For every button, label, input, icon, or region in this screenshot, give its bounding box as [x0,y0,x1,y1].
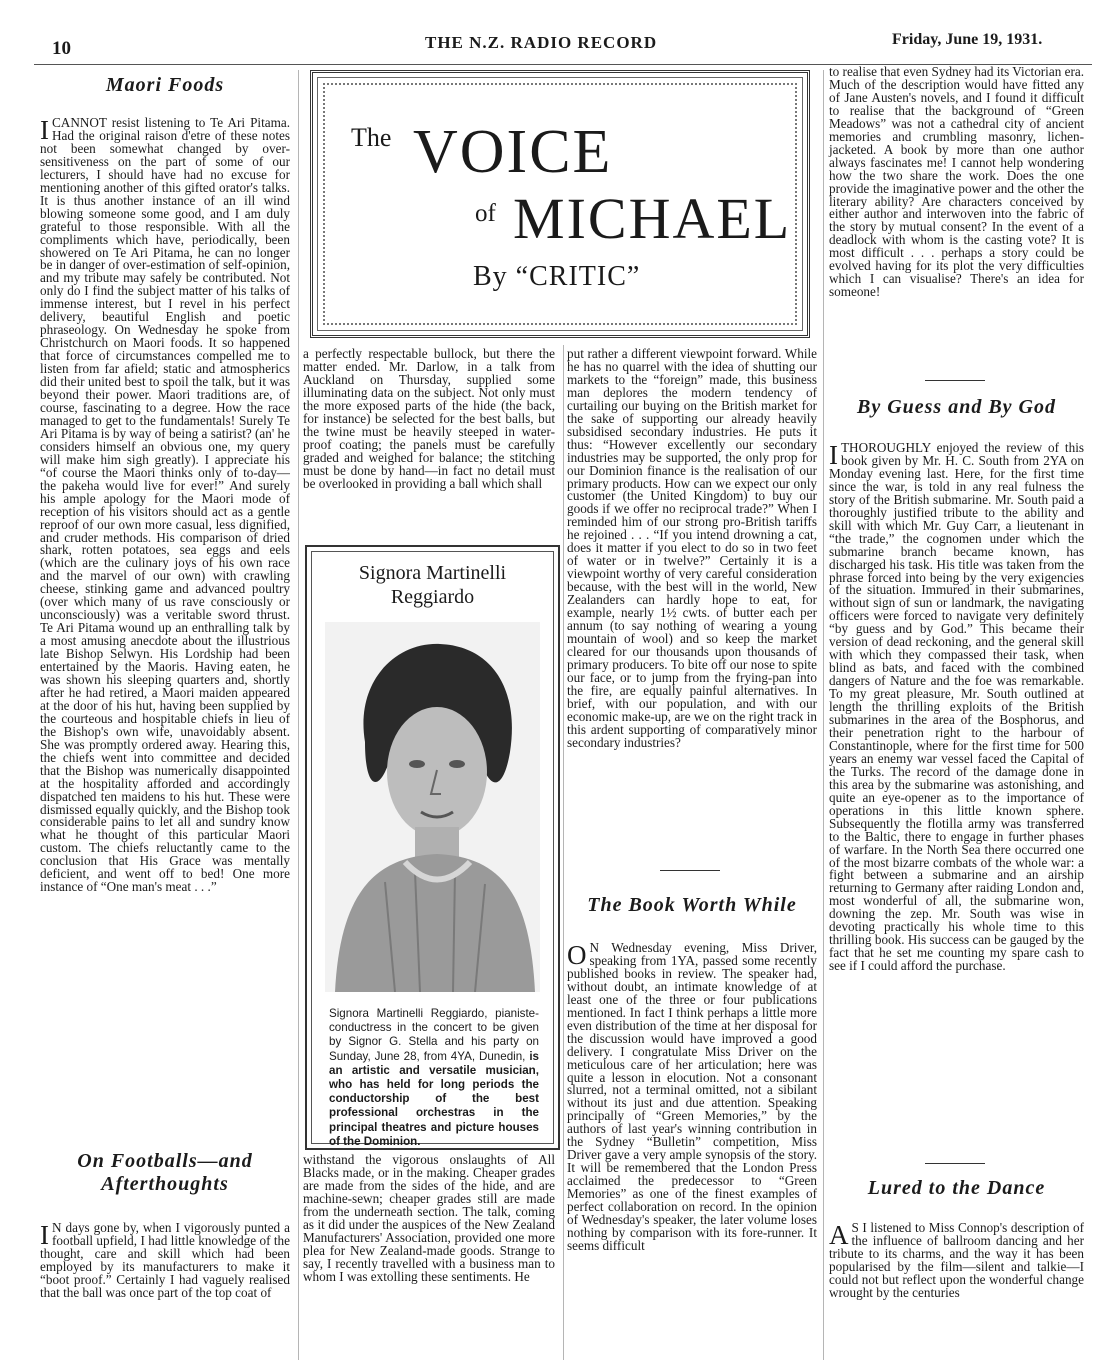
maori-foods-article [40,117,290,894]
book-continued-text: to realise that even Sydney had its Victorian era. Much of the description would have fitted any of Jane Austen's novels, and I found it difficult to realise that the background of “Green Meadows” was not a cathedral city of ancient memories and crumbling masonry, lichen-jacketed. A book by more than one author always fascinates me! I cannot help wondering how the two share the work. Does the one provide the imaginative power and the other the literary ability? Are characters conceived by either author and interwoven into the fabric of the story by mutual consent? In the event of a deadlock with whom is the casting vote? It is most difficult . . . perhaps a story could be evolved having for its plot the very difficulties which I can visualise? There's an idea for someone! [829,64,1084,300]
footballs-text-col2a: a perfectly respectable bullock, but there the matter ended. Mr. Darlow, in a talk from Auckland on Thursday, supplied some illuminating data on the subject. Not only must the more exposed parts of the hide (the back, for instance) be selected for the best balls, but the twine must be heavily steeped in water-proof coating; the panels must be carefully graded and weighed for balance; the stitching must be done by hand—in fact no detail must be overlooked in providing a ball which shall [303,346,555,491]
footballs-text-col1: N days gone by, when I vigorously punted a football upfield, I had little knowledge of the thought, care and skill which had been employed by its manufacturers to make it “boot proof.” Certainly I had vaguely realised that the ball was once part of the top coat of [40,1220,290,1300]
book-article-continued [829,66,1084,299]
footballs-article-col1 [40,1222,290,1300]
footballs-article-col2b [303,1154,555,1284]
footballs-heading [40,1150,290,1196]
photo-caption [329,1007,539,1149]
issue-date: Friday, June 19, 1931. [892,31,1043,48]
column-rule [298,70,299,1360]
photo-title-line2: Reggiardo [390,586,475,608]
drop-cap: O [567,940,587,970]
section-divider [925,380,985,381]
column-rule [563,345,564,1360]
drop-cap: I [40,1220,49,1250]
footballs-article-col3 [567,348,817,750]
footballs-text-col2b: withstand the vigorous onslaughts of All Blacks made, or in the making. Cheaper grades are made from the sides of the hide, and are machine-sewn; cheaper grades still are made from the underneath section. The talk, coming as it did under the auspices of the New Zealand Manufacturers' Association, provided one more plea for New Zealand-made goods. Strange to say, I recently travelled with a business man to whom I was extolling these sentiments. He [303,1152,555,1284]
photo-feature [305,545,560,1150]
book-text: N Wednesday evening, Miss Driver, speaking from 1YA, passed some recently published books in review. The speaker had, without doubt, an intimate knowledge of at least one of the three or four publications mentioned. In fact I think perhaps a little more even distribution of the time at her disposal for the discussion would have improved a good delivery. I congratulate Miss Driver on the meticulous care of her articulation; here was quite a lesson in elocution. Not a consonant slurred, not a terminal omitted, not a sibilant without its just and due attention. Speaking principally of “Green Memories,” by the authors of last year's winning contribution in the Sydney “Bulletin” competition, Miss Driver gave a very ample synopsis of the story. It will be remembered that the London Press acclaimed the predecessor to “Green Memories” as one of the finest examples of perfect collaboration on record. In the opinion of Wednesday's speaker, the later volume loses nothing by comparison with its fore-runner. It seems difficult [567,940,817,1253]
lured-article [829,1222,1084,1300]
drop-cap: I [40,115,49,145]
portrait-photo [325,622,540,992]
photo-caption-plain: Signora Martinelli Reggiardo, pianiste-conductress in the concert to be given by Signor G. Stella and his party on Sunday, June 28, from 4YA, Dunedin, [329,1007,539,1063]
section-divider [925,1163,985,1164]
feature-title-the: The [351,123,392,152]
feature-title-voice: VOICE [413,118,613,186]
feature-byline: By “CRITIC” [473,261,641,292]
guess-heading: By Guess and By God [856,396,1056,418]
photo-caption-bold: is an artistic and versatile musician, who has held for long periods the conductorship of the best professional orchestras in the principal theatres and picture houses of the Dominion. [329,1049,539,1148]
footballs-heading-line1: On Footballs—and [77,1150,253,1172]
drop-cap: I [829,440,838,470]
page-number: 10 [52,38,71,59]
maori-foods-text: CANNOT resist listening to Te Ari Pitama. Had the original raison d'etre of these notes not been somewhat changed by over-sensitiveness on the part of some of our lecturers, I should have had no excuse for mentioning another of this gifted orator's talks. It is thus another instance of an ill wind blowing someone some good, and I am duly grateful to those responsible. With all the compliments which have, periodically, been showered on Te Ari Pitama, he can no longer be in danger of over-estimation of self-opinion, and my tribute may safely be contributed. Not only do I find the subject matter of his talks of immense interest, but I revel in his perfect delivery, beautiful English and poetic phraseology. On Wednesday he spoke from Christchurch on Maori foods. It so happened that force of circumstances compelled me to listen from far afield; static and atmospherics did their united best to spoil the talk, but it was beyond their power. Maori traditions are, of course, fascinating to a degree. How the race managed to get to the fundamentals! Surely Te Ari Pitama is by way of being a satirist? (an' he considers himself an obvious one, my query will make him sigh greatly). I appreciate his “of course the Maori thinks only of to-day—the pakeha would live for ever!” And surely his ample apology for the Maori mode of reception of his visitors should act as a gentle reproof of our own more casual, less dignified, and cruder methods. His comparison of dried shark, rotten potatoes, sea eggs and eels (which are the culinary joys of his own race and the marvel of our own) with crawling cheese, stinking game and advanced poultry (over which many of us rave consciously or unconsciously) was a veritable sword thrust. Te Ari Pitama wound up an enthralling talk by a most amusing anecdote about the illustrious late Bishop Selwyn. His Lordship had been entertained by the Maoris. Having eaten, he was shown his sleeping quarters and, shortly after he had retired, a Maori maiden appeared at the door of his hut, having been supplied by the courteous and hospitable chiefs in lieu of the Bishop's own wife, unavoidably absent. She was promptly ordered away. Hearing this, the chiefs went into committee and decided that the Bishop was numerically disappointed at the hospitality afforded and accordingly dispatched ten maidens to his hut. These were dismissed equally quickly, and the Bishop took considerable pains to let all and sundry know what he thought of this particular Maori custom. The chiefs reluctantly came to the conclusion that His Grace was mentally deficient, and went off to bed! One more instance of “One man's meat . . .” [40,115,290,895]
col3-text: put rather a different viewpoint forward. While he has no quarrel with the idea of shutting our markets to the “foreign” made, this business man deplores the modern tendency of curtailing our buying on the British market for the sake of supporting our already heavily subsidised secondary industries. He puts it thus: “However excellently our secondary industries may be supported, the only prop for our Dominion finance is the realisation of our primary products. How can we expect our only customer (the United Kingdom) to buy our goods if we offer no reciprocal trade?” When I reminded him of our strong pro-British tariffs he rejoined . . . “If you intend drowning a cat, does it matter if you elect to do so in two feet of water or in twelve?” Certainly it is a viewpoint worthy of very careful consideration because, with the best will in the world, New Zealanders can hardly hope to eat, for example, nearly 1½ cwts. of butter each per annum (to say nothing of wearing a young mountain of wool) and so keep the market cleared for our thousands upon thousands of primary producers. To bite off our nose to spite our face, or to jump from the frying-pan into the fire, are equally painful alternatives. In brief, with our population, and with our economic make-up, are we on the right track in this ardent supporting of comparatively minor secondary industries? [567,346,817,750]
book-heading: The Book Worth While [587,894,797,916]
section-divider [660,870,720,871]
drop-cap: A [829,1220,849,1250]
photo-title-line1: Signora Martinelli [358,562,507,584]
footballs-heading-line2: Afterthoughts [101,1173,229,1195]
feature-title-michael: MICHAEL [513,186,792,251]
guess-text: THOROUGHLY enjoyed the review of this book given by Mr. H. C. South from 2YA on Monday evening last. Here, for the first time since the war, is told in any real fulness the story of the British submarine. Mr. South paid a thoroughly justified tribute to the ability and skill with which Mr. Guy Carr, a lieutenant in “the trade,” the cognomen under which the submarine branch became known, has discharged his task. His title was taken from the phrase forced into being by the very exigencies of the situation. Immured in their submarines, without sign of sun or landmark, the navigating officers were forced to navigate very definitely “by guess and by God.” This became their version of dead reckoning, and the general skill with which they compassed their task, when blind as bats, and faced with the combined dangers of Nature and the foe was remarkable. To my great pleasure, Mr. South outlined at length the thrilling exploits of the British submarines in the area of the Bosphorus, and their penetration right to the harbour of Constantinople, where for the first time for 500 years an enemy war vessel faced the Capital of the Turks. The record of the damage done in this area by the submarine was astonishing, and quite an eye-opener as to the importance of operations in this little known sphere. Subsequently the flotilla army was transferred to the Baltic, there to engage in further phases of warfare. In the North Sea there occurred one of the most bizarre combats of the whole war: a fight between a submarine and an airship returning to Germany after raiding London and, most wonderful of all, the submarine won, downing the zep. Mr. South was wise in devoting practically his whole time to this thrilling book. His success can be gauged by the fact that he set me counting my spare cash to see if I could afford the purchase. [829,440,1084,974]
lured-heading: Lured to the Dance [867,1177,1046,1199]
publication-title: THE N.Z. RADIO RECORD [425,33,658,52]
book-article [567,942,817,1253]
portrait-neck [415,827,459,857]
feature-title-of: of [475,200,496,227]
footballs-article-col2a [303,348,555,490]
maori-foods-heading: Maori Foods [105,74,225,96]
lured-text: S I listened to Miss Connop's description of the influence of ballroom dancing and her tribute to its charms, and the way it has been popularised by the film—silent and talkie—I could not but reflect upon the wonderful change wrought by the centuries [829,1220,1084,1300]
feature-title-box [310,70,810,338]
column-rule [823,70,824,1360]
photo-title [307,561,558,609]
guess-article [829,442,1084,973]
